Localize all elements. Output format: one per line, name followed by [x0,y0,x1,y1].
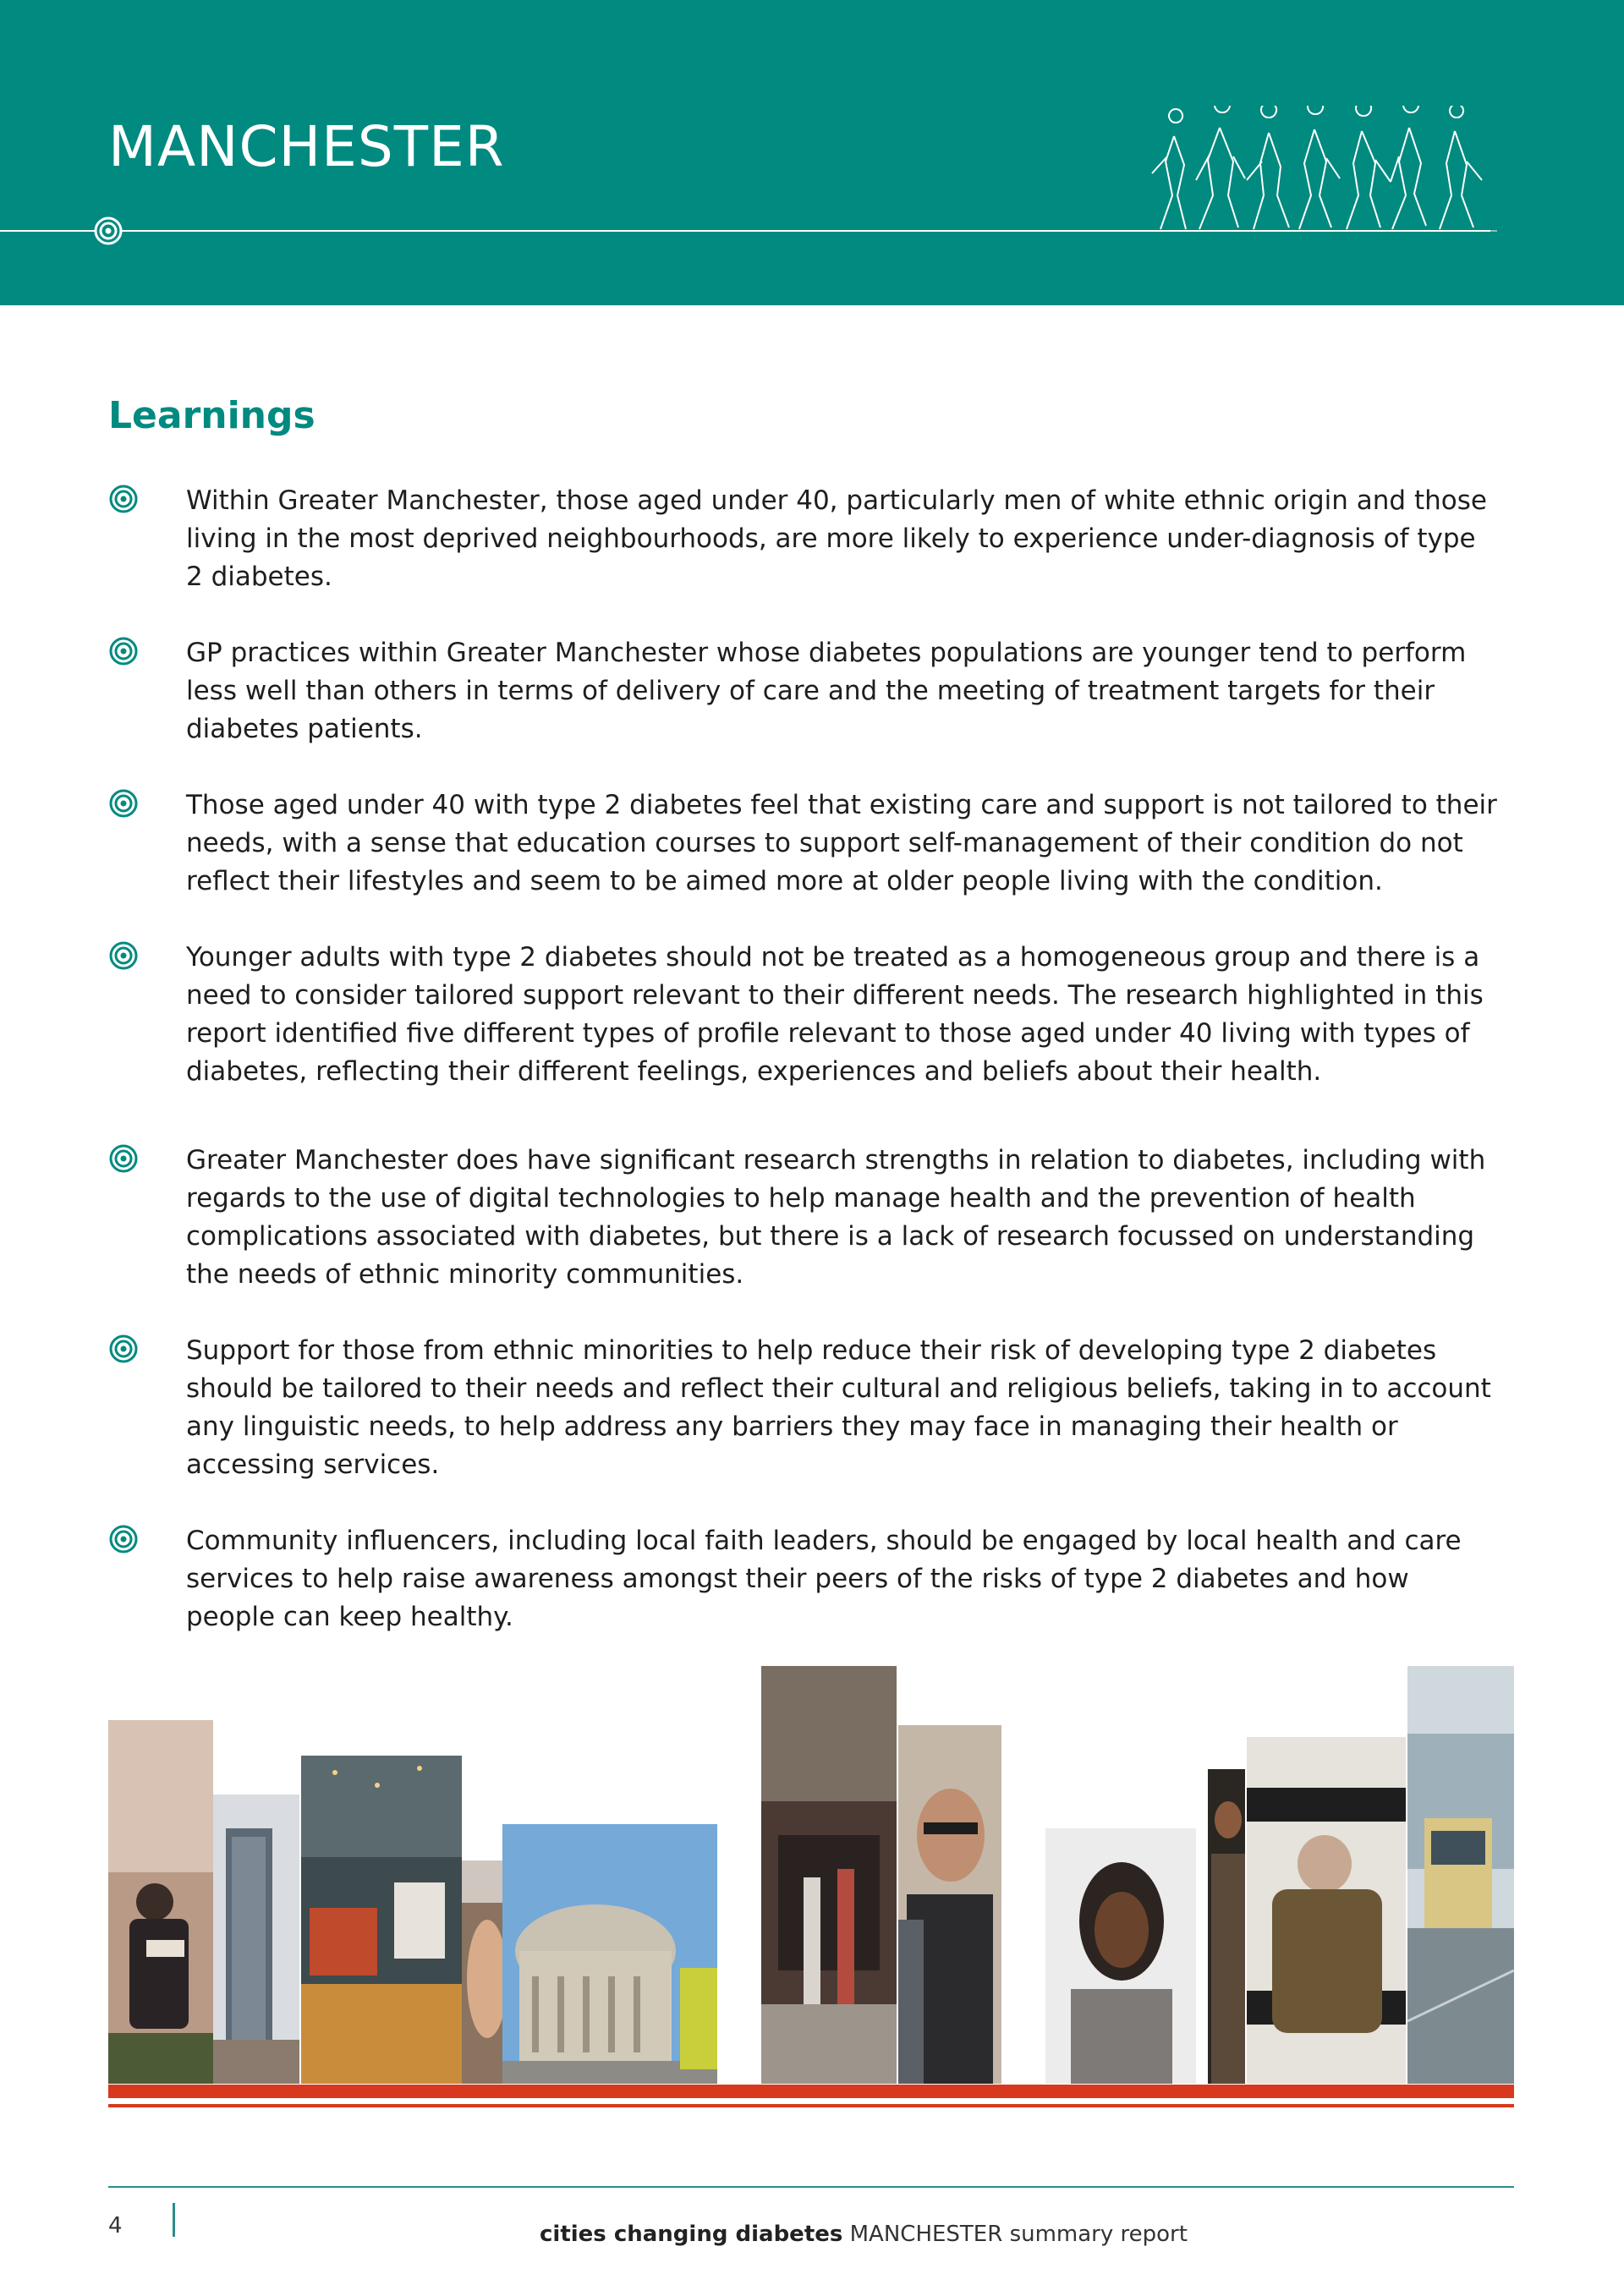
footer-separator [173,2203,175,2237]
list-item-text: Younger adults with type 2 diabetes should not be treated as a homogeneous group and there is a need to consider tailored support relevant to their different needs. The research highlighted in this report identified five different types of profile relevant to those aged under 40 living with types of diabetes, reflecting their different feelings, experiences and beliefs about their health. [186,942,1484,1087]
photo-man-with-glasses [898,1725,1001,2084]
photo-smiling-woman [462,1860,502,2084]
target-icon [108,940,139,971]
list-item-text: Within Greater Manchester, those aged under 40, particularly men of white ethnic origin and those living in the most deprived neighbourhoods, are more likely to experience under-diagnosis of type 2 diabetes. [186,485,1487,592]
list-item-text: GP practices within Greater Manchester whose diabetes populations are younger tend to perform less well than others in terms of delivery of care and the meeting of treatment targets for their diabetes patients. [186,638,1467,744]
footer-divider [108,2186,1514,2188]
photo-arcade-street [761,1666,897,2084]
photo-elderly-man-reading [108,1720,213,2084]
target-icon [108,1334,139,1364]
walking-people-icon [1142,106,1497,233]
photo-central-library [502,1824,717,2084]
photo-man-in-suit [1208,1769,1245,2084]
photo-people-at-table [301,1756,462,2084]
page-number: 4 [108,2213,123,2238]
photo-elderly-man-back [1247,1737,1406,2084]
photo-beetham-tower [213,1795,299,2084]
target-icon [108,1524,139,1554]
list-item-text: Community influencers, including local faith leaders, should be engaged by local health and care services to help raise awareness amongst their peers of the risks of type 2 diabetes and how people can keep healthy. [186,1526,1462,1632]
section-title: Learnings [108,394,315,437]
footer-brand: cities changing diabetes [540,2222,843,2247]
photo-metrolink-tram [1407,1666,1514,2084]
photo-woman-with-braids [1045,1828,1196,2084]
target-icon [108,788,139,819]
decorative-red-bar [108,2085,1514,2098]
page-title: MANCHESTER [108,114,505,179]
footer-report-title [540,2222,1188,2247]
decorative-red-line [108,2104,1514,2107]
target-icon [108,1143,139,1174]
list-item-text: Those aged under 40 with type 2 diabetes feel that existing care and support is not tailored to their needs, with a sense that education courses to support self-management of their condition do not reflect their lifestyles and seem to be aimed more at older people living with the condition. [186,790,1497,896]
list-item-text: Support for those from ethnic minorities to help reduce their risk of developing type 2 diabetes should be tailored to their needs and reflect their cultural and religious beliefs, taking in to account any linguistic needs, to help address any barriers they may face in managing their health or accessing services. [186,1335,1491,1480]
target-icon [93,216,123,246]
target-icon [108,484,139,514]
photo-collage [108,1666,1514,2084]
list-item-text: Greater Manchester does have significant research strengths in relation to diabetes, including with regards to the use of digital technologies to help manage health and the prevention of health complications associated with diabetes, but there is a lack of research focussed on understanding the needs of ethnic minority communities. [186,1145,1486,1290]
footer-report-name: MANCHESTER summary report [842,2222,1188,2247]
target-icon [108,636,139,666]
page-header [0,0,1624,305]
